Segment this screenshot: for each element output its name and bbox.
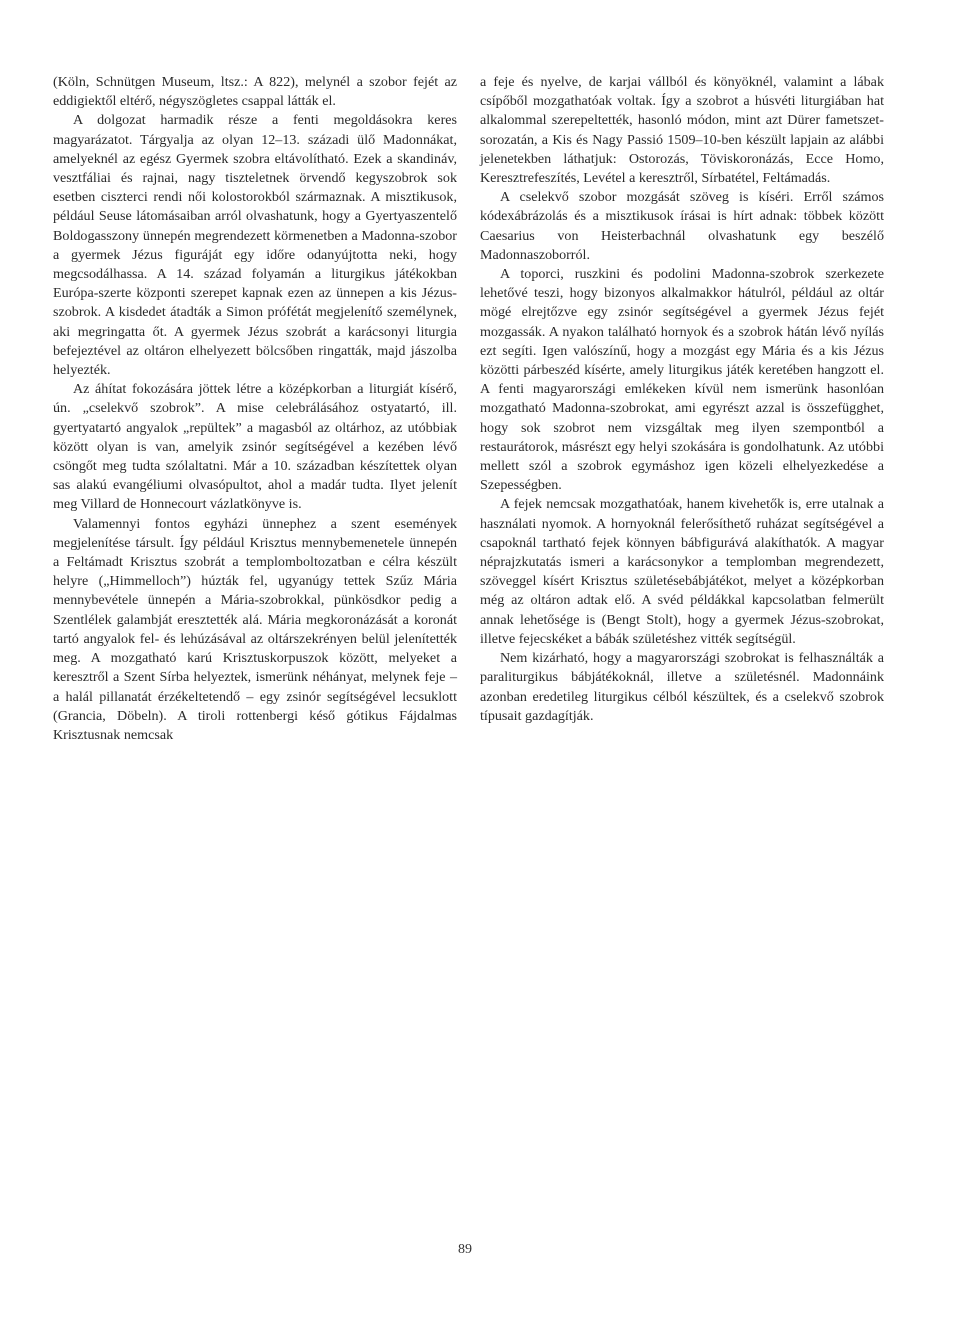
paragraph: A toporci, ruszkini és podolini Madonna-szobrok szerkezete lehetővé teszi, hogy bizonyos alkalmakkor hátulról, például az oltár mögé elrejtőzve egy zsinór segítségével a gyermek Jézus fejét mozgassák. A nyakon található hornyok és a szobrok hátán lévő nyílás ezt segíti. Igen valószínű, hogy a mozgást egy Mária és a kis Jézus közötti párbeszéd kísérte, amely liturgikus játék keretében hangzott el. A fenti magyarországi emlékeken kívül nem ismerünk hasonlóan mozgatható Madonna-szobrokat, ami egyrészt azzal is összefügghet, hogy sok szobrot nem vizsgáltak meg ilyen szempontból a restaurátorok, másrészt egy helyi szokására is gondolhatunk. Az utóbbi mellett szól a szobrok egymáshoz igen közeli elhelyezkedése a Szepességben. [480,266,884,494]
paragraph: A dolgozat harmadik része a fenti megoldásokra keres magyarázatot. Tárgyalja az olyan 12–13. századi ülő Madonnákat, amelyeknél az egész Gyermek szobra eltávolítható. Ezek a skandináv, vesztfáliai és rajnai, nagy tiszteletnek örvendő kegyszobrok sok esetben ciszterci rendi női kolostorokból származnak. A misztikusok, például Seuse látomásaiban arról olvashatunk, hogy a Gyertyaszentelő Boldogasszony ünnepén megrendezett körmenetben a Madonna-szobor a gyermek Jézus figuráját egy időre odanyújtotta neki, hogy megcsodálhassa. A 14. század folyamán a liturgikus játékokban Európa-szerte központi szerepet kapnak ezen az ünnepen a kis Jézus-szobrok. A kisdedet átadták a Simon prófétát megjelenítő személynek, aki megringatta őt. A gyermek Jézus szobrát a karácsonyi liturgia befejeztével az oltáron elhelyezett bölcsőben ringatták, majd jászolba helyezték. [53,112,457,379]
paragraph: Az áhítat fokozására jöttek létre a középkorban a liturgiát kísérő, ún. „cselekvő szobrok”. A mise celebrálásához ostyatartó, ill. gyertyatartó angyalok „repültek” a magasból az oltárhoz, az utóbbiak között olyan is van, amelyik zsinór segítségével a kezében lévő csöngőt meg tudta szólaltatni. Már a 10. században készítettek olyan sas alakú evangéliumi olvasópultot, ahol a madár tudta. Ilyet jelenít meg Villard de Honnecourt vázlatkönyve is. [53,381,457,513]
paragraph: (Köln, Schnütgen Museum, ltsz.: A 822), melynél a szobor fejét az eddigiektől eltérő, négyszögletes csappal látták el. [53,74,457,110]
paragraph: Nem kizárható, hogy a magyarországi szobrokat is felhasználták a paraliturgikus bábjátékoknál, illetve a születésnél. Madonnáink azonban eredetileg liturgikus célból készültek, és a cselekvő szobrok típusait gazdagítják. [480,650,884,724]
paragraph: A cselekvő szobor mozgását szöveg is kíséri. Erről számos kódexábrázolás és a misztikusok írásai is hírt adnak: többek között Caesarius von Heisterbachnál olvashatunk egy beszélő Madonnaszoborról. [480,189,884,263]
paragraph: Valamennyi fontos egyházi ünnephez a szent események megjelenítése társult. Így például Krisztus mennybemenetele ünnepén a Feltámadt Krisztus szobrát a templomboltozatban e célra készült helyre („Himmelloch”) húzták fel, ugyanúgy tettek Szűz Mária mennybevétele ünnepén a Mária-szobrokkal, pünkösdkor pedig a Szentlélek galambját eresztették alá. Mária megkoronázását a koronát tartó angyalok fel- és lehúzásával az oltárszekrényen belül jelenítették meg. A mozgatható karú Krisztuskorpuszok között, melyeket a keresztről a Szent Sírba helyeztek, ismerünk néhányat, melynek feje – a halál pillanatát érzékeltetendő – egy zsinór segítségével lecsuklott (Grancia, Döbeln). A tiroli rottenbergi késő gótikus Fájdalmas Krisztusnak nemcsak [53,515,457,743]
paragraph: A fejek nemcsak mozgathatóak, hanem kivehetők is, erre utalnak a használati nyomok. A hornyoknál felerősíthető ruházat segítségével a csapoknál tartható fejek könnyen bábfigurává alakíthatók. A magyar néprajzkutatás ismeri a karácsonykor a templomban megrendezett, szöveggel kísért Krisztus születésebábjátékot, melyet a középkorban még az oltáron adtak elő. A svéd példákkal kapcsolatban felmerült annak lehetősége is (Bengt Stolt), hogy a gyermek Jézus-szobrokat, illetve fejecskéket a bábák születéshez vitték segítségül. [480,496,884,647]
page-number: 89 [458,1242,472,1257]
right-text-column [480,73,884,726]
paragraph: a feje és nyelve, de karjai vállból és könyöknél, valamint a lábak csípőből mozgathatóak voltak. Így a szobrot a húsvéti liturgiában hat alkalommal szerepeltették, hasonló módon, mint azt Dürer fametszet-sorozatán, a Kis és Nagy Passió 1509–10-ben készült lapjain az alábbi jelenetekben láthatjuk: Ostorozás, Töviskoronázás, Ecce Homo, Keresztrefeszítés, Levétel a keresztről, Sírbatétel, Feltámadás. [480,74,884,187]
left-text-column [53,73,457,745]
